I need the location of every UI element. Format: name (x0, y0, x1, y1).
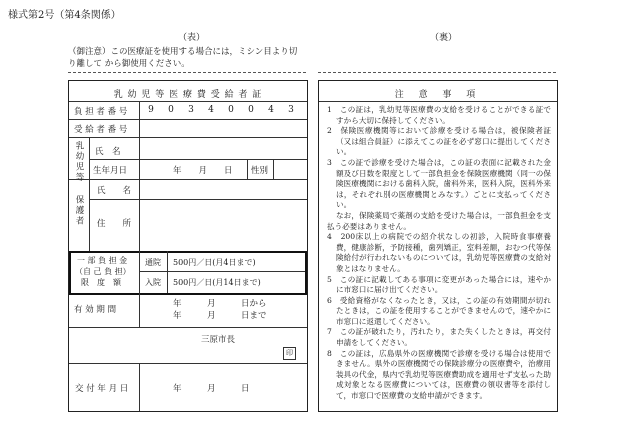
guardian-name-label: 氏 名 (97, 186, 132, 196)
certificate-title: 乳 幼 児 等 医 療 費 受 給 者 証 (113, 90, 263, 100)
address-label: 住 所 (97, 219, 132, 229)
row-divider (69, 363, 307, 364)
note-item: 6 受給資格がなくなったとき，又は，この証の有効期間が切れたときは，この証を使用することができませんので，速やかに市窓口に返還してください。 (327, 295, 551, 326)
provider-number-digits (143, 105, 299, 115)
notes-list (327, 105, 551, 402)
note-item: 5 この証に記載してある事項に変更があった場合には，速やかに市窓口に届け出てください。 (327, 274, 551, 295)
issue-date-label: 交 付 年 月 日 (75, 384, 129, 394)
outpatient-label: 通院 (145, 258, 161, 267)
provider-digit: 3 (288, 105, 294, 115)
birth-date-value: 年 月 日 (173, 166, 233, 176)
provider-digit: 0 (248, 105, 254, 115)
seal-mark: 印 (283, 347, 296, 360)
row-divider (89, 159, 307, 160)
validity-to: 年 月 日まで (173, 311, 267, 321)
provider-digit: 9 (148, 105, 154, 115)
row-divider (69, 119, 307, 120)
back-side-label: （裏） (430, 33, 458, 43)
copay-label-line2: （自 己 負 担） (75, 267, 131, 276)
note-item: 4 200床以上の病院での紹介状なしの初診，入院時食事療養費，健康診断，予防接種，歯列矯正，室料差額，おむつ代等保険給付が行われないものについては，乳幼児等医療費の支給対象とはなりません。 (327, 232, 551, 273)
recipient-number-label: 受 給 者 番 号 (74, 125, 128, 135)
child-section-label: 乳幼児等 (74, 141, 84, 183)
note-item: 1 この証は，乳幼児等医療費の支給を受けることができる証ですから大切に保持してください。 (327, 105, 551, 125)
provider-digit: 0 (168, 105, 174, 115)
guardian-section-label: 保護者 (74, 195, 84, 227)
provider-digit: 4 (208, 105, 214, 115)
provider-digit: 0 (228, 105, 234, 115)
label-divider (167, 251, 168, 293)
provider-number-label: 負 担 者 番 号 (74, 107, 128, 117)
provider-digit: 4 (268, 105, 274, 115)
issue-date-value: 年 月 日 (173, 384, 250, 394)
row-divider (69, 137, 307, 138)
note-item: 2 保険医療機関等において診療を受ける場合は，被保険者証（又は組合員証）に添えてこの証を必ず窓口に提出してください。 (327, 126, 551, 157)
validity-label: 有 効 期 間 (74, 305, 117, 315)
sex-label: 性別 (251, 166, 269, 176)
child-name-label: 氏 名 (95, 147, 121, 157)
sex-divider (273, 159, 274, 179)
inpatient-label: 入院 (145, 278, 161, 287)
front-side-label: （表） (178, 33, 206, 43)
sex-divider (247, 159, 248, 179)
note-item: 7 この証が破れたり，汚れたり，また失くしたときは，再交付申請をしてください。 (327, 327, 551, 348)
row-divider (69, 101, 307, 102)
row-divider (69, 327, 307, 328)
validity-from: 年 月 日から (173, 299, 267, 309)
row-divider (69, 179, 307, 180)
certificate-box (68, 80, 308, 412)
inpatient-value: 500円／日(月14日まで) (173, 278, 261, 287)
notes-title: 注 意 事 項 (394, 90, 482, 100)
notes-box (318, 80, 558, 412)
provider-digit: 3 (188, 105, 194, 115)
row-divider (139, 271, 305, 272)
label-divider (139, 137, 140, 251)
perforation-line-left (68, 72, 306, 73)
label-divider (139, 251, 140, 293)
copay-label-line3: 限 度 額 (81, 278, 121, 287)
outpatient-value: 500円／日(月4日まで) (173, 258, 256, 267)
issuer-name: 三原市長 (201, 335, 236, 345)
label-divider (139, 293, 140, 327)
birth-date-label: 生年月日 (93, 166, 128, 176)
perforation-line-right (318, 72, 556, 73)
form-number: 様式第2号（第4条関係） (8, 10, 121, 21)
note-item: なお，保険薬局で薬剤の支給を受けた場合は，一部負担金を支払う必要はありません。 (327, 210, 551, 231)
label-divider (139, 363, 140, 411)
group-divider (89, 137, 90, 251)
note-item: 8 この証は，広島県外の医療機関で診療を受ける場合は使用できません。県外の医療機関での保険診療分の医療費や，治療用装具の代金，県内で乳幼児等医療費助成を適用せず支払った助成対象となる医療費については，医療費の領収書等を添付して，市窓口で医療費の支給申請ができます。 (327, 348, 551, 401)
row-divider (319, 101, 557, 102)
note-item: 3 この証で診療を受けた場合は，この証の表面に記載された金額及び日数を限度として一部負担金を保険医療機関（同一の保険医療機関における歯科入院，歯科外来，医科入院，医科外来は，それぞれ別の医療機関とみなす。）ごとに支払ってください。 (327, 157, 551, 210)
usage-notice: （御注意）この医療証を使用する場合には，ミシン目より切り離して から御使用ください。 (68, 47, 298, 69)
row-divider (89, 199, 307, 200)
copay-label-line1: 一 部 負 担 金 (77, 256, 128, 265)
